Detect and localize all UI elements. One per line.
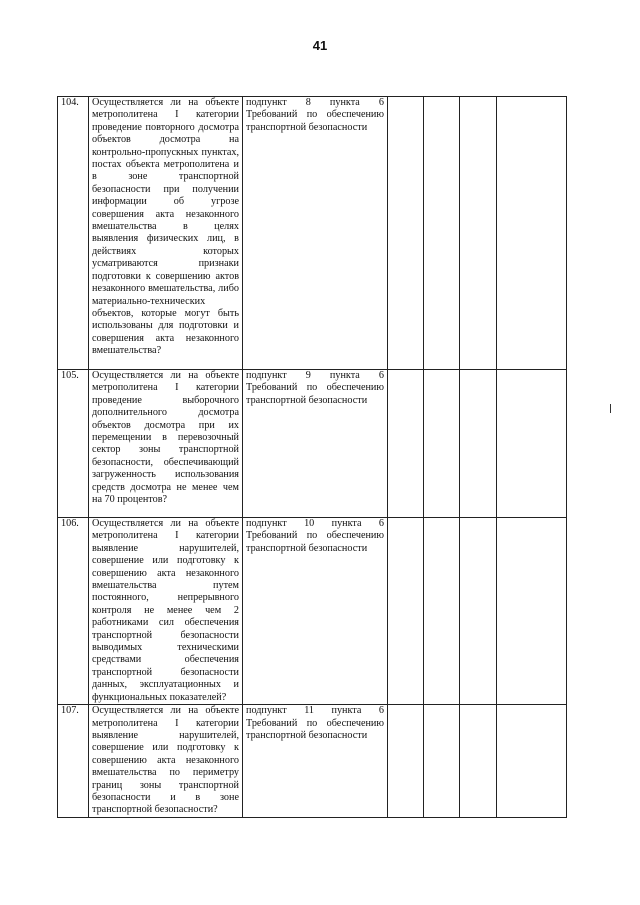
answer-no-cell[interactable]	[424, 370, 460, 518]
page-number: 41	[312, 38, 328, 53]
answer-yes-cell[interactable]	[388, 370, 424, 518]
answer-na-cell[interactable]	[460, 370, 497, 518]
answer-no-cell[interactable]	[424, 518, 460, 705]
answer-yes-cell[interactable]	[388, 705, 424, 818]
requirement-question: Осуществляется ли на объекте метрополитена I категории проведение повторного досмотра объектов досмотра на контрольно-пропускных пунктах, постах объекта метрополитена и в зоне транспортной безопасности при получении информации об угрозе совершения акта незаконного вмешательства в целях выявления физических лиц, в действиях которых усматриваются признаки подготовки к совершению актов незаконного вмешательства, либо материально-технических объектов, которые могут быть использованы для подготовки и совершения акта незаконного вмешательства?	[89, 97, 243, 370]
checklist-table	[57, 96, 567, 818]
answer-na-cell[interactable]	[460, 705, 497, 818]
row-number: 104.	[58, 97, 89, 370]
requirement-reference: подпункт 8 пункта 6 Требований по обеспечению транспортной безопасности	[243, 97, 388, 370]
answer-no-cell[interactable]	[424, 97, 460, 370]
answer-no-cell[interactable]	[424, 705, 460, 818]
row-number: 107.	[58, 705, 89, 818]
scan-margin-mark	[610, 404, 611, 413]
requirement-reference: подпункт 11 пункта 6 Требований по обеспечению транспортной безопасности	[243, 705, 388, 818]
answer-na-cell[interactable]	[460, 97, 497, 370]
answer-yes-cell[interactable]	[388, 97, 424, 370]
requirement-question: Осуществляется ли на объекте метрополитена I категории выявление нарушителей, совершение или подготовку к совершению акта незаконного вмешательства путем постоянного, непрерывного контроля не менее чем 2 работниками сил обеспечения транспортной безопасности выводимых техническими средствами обеспечения транспортной безопасности данных, эксплуатационных и функциональных показателей?	[89, 518, 243, 705]
table-row	[58, 370, 567, 518]
answer-na-cell[interactable]	[460, 518, 497, 705]
note-cell[interactable]	[497, 97, 567, 370]
table-row	[58, 97, 567, 370]
requirement-question: Осуществляется ли на объекте метрополитена I категории выявление нарушителей, совершение или подготовку к совершению акта незаконного вмешательства по периметру границ зоны транспортной безопасности и в зоне транспортной безопасности?	[89, 705, 243, 818]
requirement-reference: подпункт 10 пункта 6 Требований по обеспечению транспортной безопасности	[243, 518, 388, 705]
requirement-question: Осуществляется ли на объекте метрополитена I категории проведение выборочного дополнительного досмотра объектов досмотра при их перемещении в перевозочный сектор зоны транспортной безопасности, обеспечивающий загруженность использования средств досмотра не менее чем на 70 процентов?	[89, 370, 243, 518]
note-cell[interactable]	[497, 518, 567, 705]
table-row	[58, 705, 567, 818]
note-cell[interactable]	[497, 705, 567, 818]
requirement-reference: подпункт 9 пункта 6 Требований по обеспечению транспортной безопасности	[243, 370, 388, 518]
answer-yes-cell[interactable]	[388, 518, 424, 705]
row-number: 105.	[58, 370, 89, 518]
note-cell[interactable]	[497, 370, 567, 518]
table-row	[58, 518, 567, 705]
row-number: 106.	[58, 518, 89, 705]
